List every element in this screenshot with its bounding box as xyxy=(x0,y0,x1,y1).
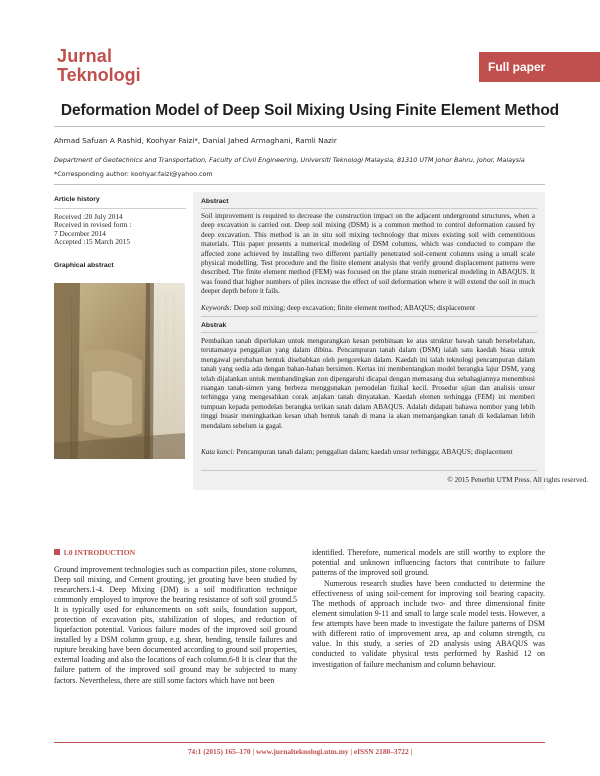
header-divider xyxy=(54,184,545,185)
abstract-heading: Abstract xyxy=(201,198,229,205)
keywords-value: Deep soil mixing; deep excavation; finite element method; ABAQUS; displacement xyxy=(233,304,476,312)
copyright: © 2015 Penerbit UTM Press. All rights reserved. xyxy=(447,476,588,484)
history-divider xyxy=(54,208,186,209)
keywords-divider xyxy=(201,316,537,317)
section-heading-text: 1.0 INTRODUCTION xyxy=(63,548,136,557)
abstract-box xyxy=(193,192,545,490)
journal-name-line2: Teknologi xyxy=(57,65,141,85)
corresponding-author[interactable]: *Corresponding author: koohyar.faizi@yahoo.com xyxy=(54,170,213,178)
footer-divider xyxy=(54,742,545,743)
kata-kunci-label: Kata kunci: xyxy=(201,448,235,456)
abstract-divider xyxy=(201,208,537,209)
author-list: Ahmad Safuan A Rashid, Koohyar Faizi*, Danial Jahed Armaghani, Ramli Nazir xyxy=(54,136,337,145)
intro-column-2 xyxy=(312,548,545,670)
article-history xyxy=(54,196,186,247)
graphical-abstract-heading: Graphical abstract xyxy=(54,262,114,269)
history-line: 7 December 2014 xyxy=(54,228,106,238)
history-line: Received :20 July 2014 xyxy=(54,211,123,221)
affiliation: Department of Geotechnics and Transportation, Faculty of Civil Engineering, Universiti Teknologi Malaysia, 81310 UTM Johor Bahru, Johor, Malaysia xyxy=(54,156,525,164)
kata-kunci-divider xyxy=(201,470,537,471)
title-divider xyxy=(54,126,545,127)
keywords-label: Keywords: xyxy=(201,304,232,312)
kata-kunci-value: Pencampuran tanah dalam; penggalian dalam; kaedah unsur terhingga; ABAQUS; displacement xyxy=(236,448,513,456)
square-bullet-icon xyxy=(54,549,60,555)
abstract-text: Soil improvement is required to decrease the construction impact on the adjacent underground structures, when a deep excavation is carried out. Deep soil mixing (DSM) is a common method to control deformation caused by deep excavation. This method is an in situ soil mixing technology that mixes existing soil with cementitious materials. This paper presents a numerical modeling of DSM columns, which was conducted to compare the affected zone achieved by installing two different partially penetrated soil-cement columns using a small scale physical modelling. Test procedure and the finite element analysis that verify ground displacement patterns were described. The finite element method (FEM) was focused on the plane strain numerical modeling in ABAQUS. It was found that higher numbers of piles increase the effect of soil deformation where it will extend the soil in much deeper depth before it fails. xyxy=(201,212,535,296)
section-heading xyxy=(54,548,135,557)
article-history-heading: Article history xyxy=(54,196,100,203)
paper-title: Deformation Model of Deep Soil Mixing Using Finite Element Method xyxy=(60,102,560,119)
kata-kunci xyxy=(201,448,535,457)
history-line: Accepted :15 March 2015 xyxy=(54,237,130,247)
abstrak-divider xyxy=(201,332,537,333)
page-footer[interactable]: 74:1 (2015) 165–170 | www.jurnalteknologi.utm.my | eISSN 2180–3722 | xyxy=(187,747,413,756)
abstrak-text: Pembaikan tanah diperlukan untuk mengurangkan kesan pembinaan ke atas struktur bawah tanah bersebelahan, terutamanya penggalian yang dalam dibina. Pencampuran tanah dalam (DSM) ialah satu kaedah biasa untuk mengawal perubahan bentuk disebabkan oleh pengorekan dalam. Kaedah ini ialah teknologi pencampuran dalam tanah yang sedia ada dengan bahan-bahan bersimen. Kertas ini membentangkan model berangka lajur DSM, yang telah dijalankan untuk membandingkan zon dipengaruhi dicapai dengan memasang dua sebahagiannya menembusi ruangan tanah-simen yang berbeza menggunakan pemodelan fizikal kecil. Prosedur ujian dan analisis unsur terhingga yang mengesahkan corak anjakan tanah dinyatakan. Kaedah elemen terhingga (FEM) ini memberi tumpuan kepada pemodelan berangka terikan satah dalam ABAQUS. Adalah didapati bahawa nombor yang lebih tinggi buasir meningkatkan kesan ubah bentuk tanah di mana ia akan memanjangkan tanah di kedalaman lebih mendalam sebelum ia gagal. xyxy=(201,337,535,430)
intro-paragraph: identified. Therefore, numerical models are still worthy to explore the potential and unknown influencing factors that contribute to failure patterns of the improved soil ground. xyxy=(312,548,545,578)
keywords xyxy=(201,304,535,313)
abstrak-heading: Abstrak xyxy=(201,322,227,329)
intro-column-1: Ground improvement technologies such as compaction piles, stone columns, Deep soil mixing, and Cement grouting, jet grouting have been studied by researchers.1-4. Deep Mixing (DM) is a soil modification technique commonly employed to improve the bearing resistance of soft soil ground.5 It is typically used for enhancements on soft soils, foundation support, protection of excavation pits, stabilization of slopes, and reduction of liquefaction potential. Various failure modes of the improved soil ground installed by a DSM column group, e.g. shear, bending, tensile failures and rupture breaking have been documented according to ground soil properties, external loading and also the locations of each column.6-8 It is clear that the failure pattern of the improved soil ground may be subjected to many factors. Nevertheless, there are still some factors which have not been xyxy=(54,565,297,685)
intro-paragraph: Numerous research studies have been conducted to determine the effectiveness of using soil-cement for improving soil bearing capacity. The methods of approach include two- and three dimensional finite element simulation 9-11 and small to large scale model tests. However, a few attempts have been made to investigate the failure patterns of DSM with different ratio of improvement area, ap and column strength, cu value. In this study, a series of 2D analysis using ABAQUS was conducted to validate physical tests performed by Rashid 12 on investigation of failure mechanism and column behaviour. xyxy=(312,579,545,669)
full-paper-badge: Full paper xyxy=(479,52,600,82)
journal-name-line1: Jurnal xyxy=(57,46,113,66)
journal-logo xyxy=(57,47,141,85)
graphical-abstract-image xyxy=(54,283,185,459)
history-line: Received in revised form : xyxy=(54,220,132,230)
